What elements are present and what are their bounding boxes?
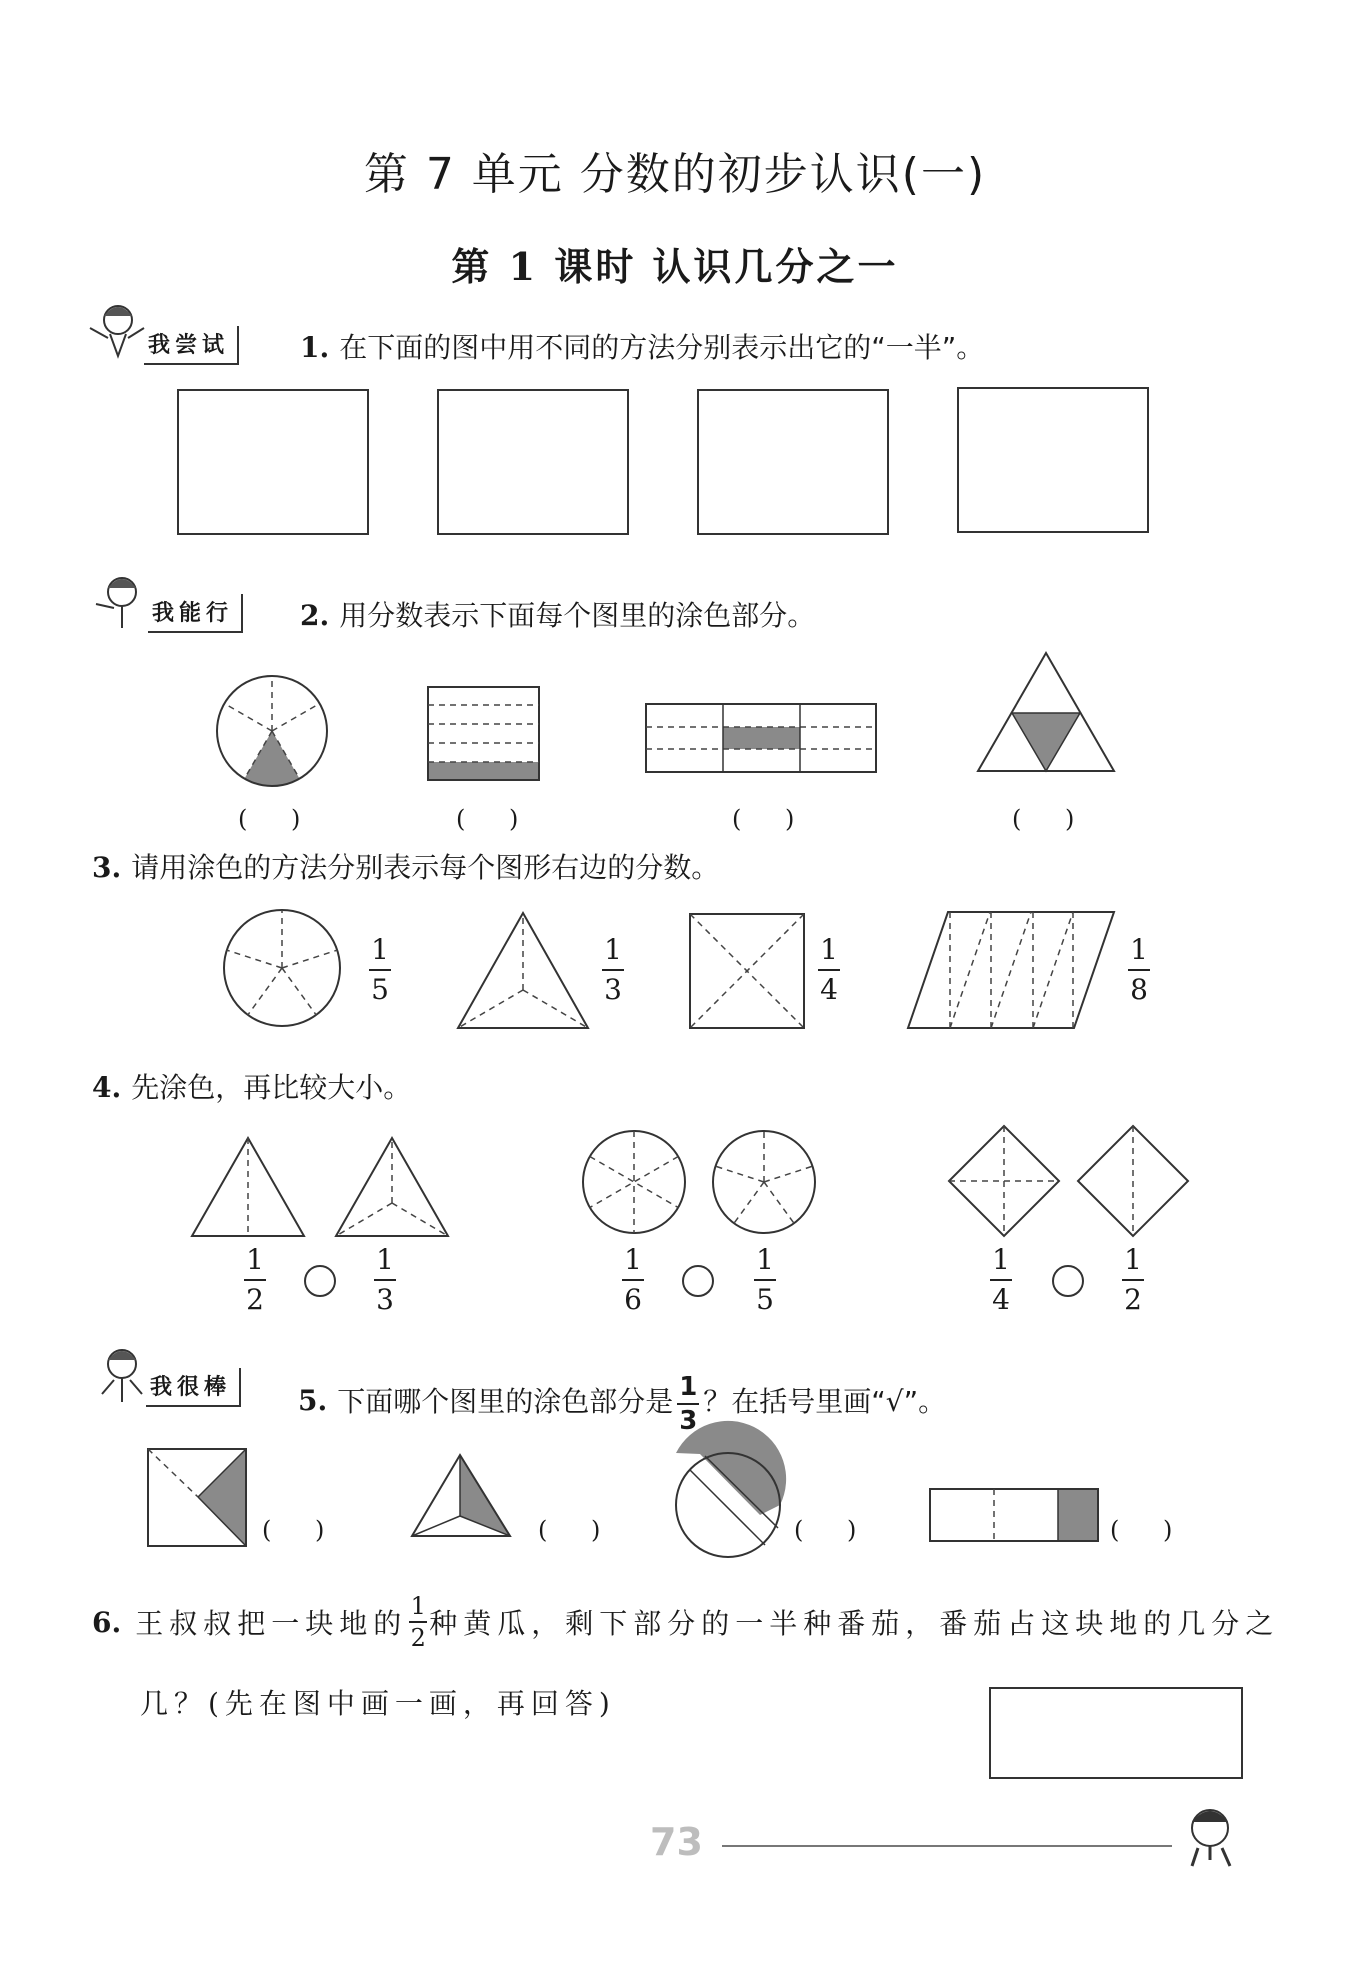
numerator: 1: [679, 1372, 698, 1402]
answer-blank[interactable]: ( ): [732, 805, 813, 833]
question-text: 先涂色，再比较大小。: [131, 1071, 412, 1104]
answer-blank[interactable]: ( ): [238, 805, 319, 833]
numerator: 1: [371, 933, 389, 966]
numerator: 1: [410, 1592, 426, 1620]
denominator: 2: [1124, 1283, 1142, 1316]
denominator: 6: [624, 1283, 642, 1316]
answer-blank[interactable]: ( ): [1110, 1516, 1191, 1544]
denominator: 3: [679, 1406, 698, 1436]
denominator: 3: [604, 973, 622, 1006]
numerator: 1: [992, 1243, 1010, 1276]
question-number: 1.: [300, 331, 330, 364]
denominator: 4: [820, 973, 838, 1006]
question-text: 下面哪个图里的涂色部分是: [337, 1385, 674, 1418]
answer-blank[interactable]: ( ): [1012, 805, 1093, 833]
question-text: 几？(先在图中画一画，再回答): [140, 1687, 616, 1720]
numerator: 1: [604, 933, 622, 966]
question-text: 种黄瓜，剩下部分的一半种番茄，番茄占这块地的几分之: [429, 1607, 1280, 1640]
section-label-can: 我能行: [148, 594, 243, 633]
question-number: 2.: [300, 599, 330, 632]
section-label-try: 我尝试: [144, 326, 239, 365]
denominator: 5: [756, 1283, 774, 1316]
page-number: 73: [650, 1820, 703, 1864]
lesson-title: 第 1 课时 认识几分之一: [451, 244, 899, 289]
answer-blank[interactable]: ( ): [794, 1516, 875, 1544]
numerator: 1: [756, 1243, 774, 1276]
question-number: 6.: [92, 1605, 122, 1639]
unit-title: 第 7 单元 分数的初步认识(一): [363, 149, 987, 200]
denominator: 5: [371, 973, 389, 1006]
cartoon-boy-icon: [1192, 1810, 1230, 1866]
section-label-great: 我很棒: [146, 1368, 241, 1407]
question-number: 4.: [92, 1071, 122, 1104]
numerator: 1: [1124, 1243, 1142, 1276]
denominator: 2: [410, 1624, 426, 1652]
numerator: 1: [376, 1243, 394, 1276]
answer-blank[interactable]: ( ): [538, 1516, 619, 1544]
question-number: 3.: [92, 851, 122, 884]
question-text: 在下面的图中用不同的方法分别表示出它的“一半”。: [339, 331, 985, 364]
denominator: 3: [376, 1283, 394, 1316]
answer-blank[interactable]: ( ): [262, 1516, 343, 1544]
numerator: 1: [624, 1243, 642, 1276]
denominator: 4: [992, 1283, 1010, 1316]
numerator: 1: [246, 1243, 264, 1276]
question-text: 王叔叔把一块地的: [135, 1607, 408, 1640]
denominator: 2: [246, 1283, 264, 1316]
question-text: 请用涂色的方法分别表示每个图形右边的分数。: [131, 851, 720, 884]
question-text: ？在括号里画“√”。: [703, 1385, 947, 1418]
numerator: 1: [1130, 933, 1148, 966]
answer-blank[interactable]: ( ): [456, 805, 537, 833]
denominator: 8: [1130, 973, 1148, 1006]
numerator: 1: [820, 933, 838, 966]
question-number: 5.: [298, 1383, 328, 1417]
question-text: 用分数表示下面每个图里的涂色部分。: [339, 599, 816, 632]
